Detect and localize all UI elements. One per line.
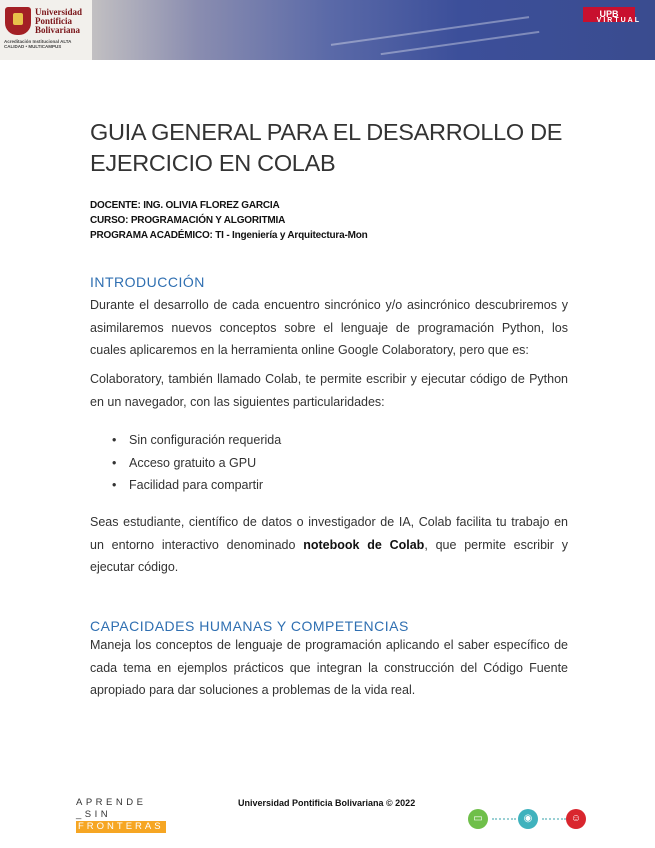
list-item: • Facilidad para compartir <box>112 474 281 497</box>
intro-paragraph-1: Durante el desarrollo de cada encuentro sincrónico y/o asincrónico descubriremos y asimilaremos nuevos conceptos sobre el lenguaje de programación Python, los cuales aplicaremos en la herramienta online Google Colaboratory, pero que es: <box>90 298 568 357</box>
footer-icons <box>468 806 598 836</box>
banner-decoration <box>331 16 529 46</box>
capacidades-paragraph: Maneja los conceptos de lenguaje de programación aplicando el saber específico de cada tema en ejemplos prácticos que integran la construcción del Código Fuente apropiado para dar soluciones a problemas de la vida real. <box>90 638 568 697</box>
dotted-connector <box>492 818 516 822</box>
upb-badge: UPB <box>583 7 635 22</box>
person-icon: ☺ <box>566 809 586 829</box>
virtual-label: VIRTUAL <box>596 17 641 24</box>
accreditation-text: Acreditación Institucional ALTA CALIDAD • MULTICAMPUS <box>4 39 72 49</box>
university-name: Universidad Pontificia Bolivariana <box>35 7 83 35</box>
chat-icon: ◉ <box>518 809 538 829</box>
curso-line: CURSO: PROGRAMACIÓN Y ALGORITMIA <box>90 215 286 226</box>
docente-line: DOCENTE: ING. OLIVIA FLOREZ GARCIA <box>90 200 280 211</box>
fronteras-word: FRONTERAS <box>78 821 164 832</box>
paragraph-text: Seas estudiante, científico de datos o investigador de IA, Colab facilita tu trabajo en un entorno interactivo denominado <box>90 515 568 552</box>
intro-heading: INTRODUCCIÓN <box>90 274 205 290</box>
intro-paragraph-2: Colaboratory, también llamado Colab, te permite escribir y ejecutar código de Python en un navegador, con las siguientes particularidades: <box>90 372 568 409</box>
intro-paragraph-3 <box>90 511 568 579</box>
paragraph-text: , que permite escribir y ejecutar código. <box>90 537 568 574</box>
programa-line: PROGRAMA ACADÉMICO: TI - Ingeniería y Arquitectura-Mon <box>90 230 368 241</box>
document-meta <box>90 198 570 243</box>
header-banner <box>0 0 655 60</box>
features-list <box>112 429 281 497</box>
dotted-connector <box>542 818 566 822</box>
document-title <box>90 117 570 179</box>
university-logo <box>0 0 92 60</box>
aprende-word: APRENDE <box>76 797 147 808</box>
footer-copyright: Universidad Pontificia Bolivariana © 2022 <box>238 798 416 808</box>
aprende-sin-fronteras-logo <box>76 797 166 833</box>
title-line-1: GUIA GENERAL PARA EL DESARROLLO DE <box>90 119 563 145</box>
sin-word: _SIN <box>76 809 112 820</box>
capacidades-heading: CAPACIDADES HUMANAS Y COMPETENCIAS <box>90 618 409 634</box>
title-line-2: EJERCICIO EN COLAB <box>90 150 336 176</box>
notebook-term: notebook de Colab <box>303 537 425 552</box>
screen-icon: ▭ <box>468 809 488 829</box>
list-item: • Sin configuración requerida <box>112 429 281 452</box>
shield-icon <box>5 7 31 35</box>
list-item: • Acceso gratuito a GPU <box>112 452 281 475</box>
